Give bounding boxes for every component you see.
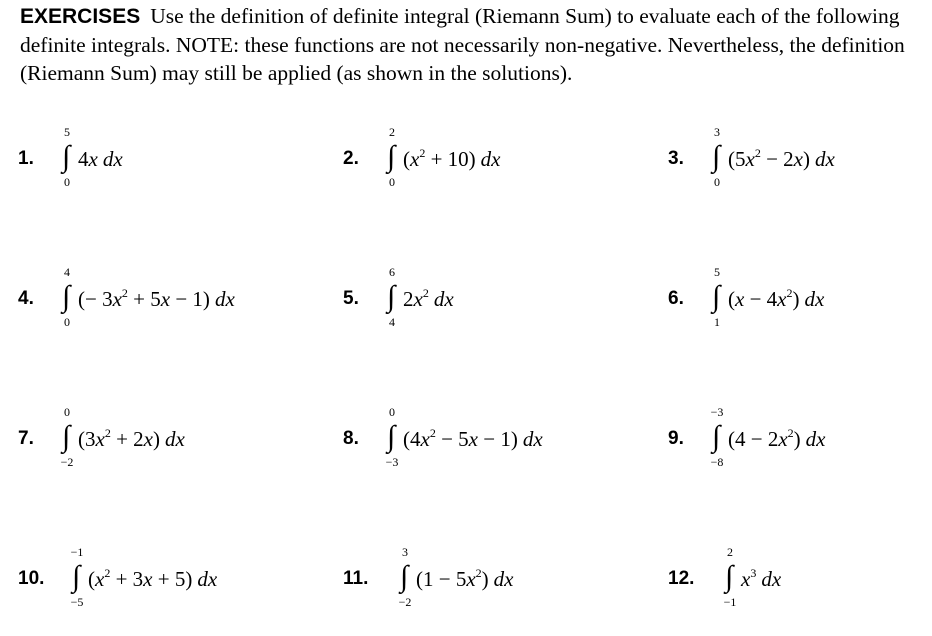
exercise-number: 4. [18, 288, 34, 309]
exercise-number: 1. [18, 148, 34, 169]
integral-sign: ∫ [62, 140, 71, 173]
integrand-expression: $(x^2 + 3x + 5)$ [88, 566, 193, 591]
integrand-expression: $(5x^2 - 2x)$ [728, 146, 810, 171]
integral-sign: ∫ [387, 420, 396, 453]
upper-limit: 2 [727, 545, 733, 559]
differential: dx [102, 147, 123, 171]
exercise-9 [668, 405, 932, 490]
upper-limit: 5 [714, 265, 720, 279]
integral-sign: ∫ [387, 140, 396, 173]
lower-limit: −2 [398, 595, 412, 609]
differential: dx [493, 567, 514, 591]
integrand [403, 146, 501, 172]
integrand [403, 286, 454, 312]
integral-sign: ∫ [72, 560, 81, 593]
integrand-expression: $(x^2 + 10)$ [403, 146, 476, 171]
integrand-expression: 4x [78, 147, 98, 171]
lower-limit: −1 [723, 595, 737, 609]
upper-limit: 6 [389, 265, 395, 279]
integrand [78, 286, 235, 312]
integrand [416, 566, 514, 592]
integral-sign: ∫ [62, 420, 71, 453]
exercise-2 [343, 125, 643, 210]
differential: dx [761, 567, 782, 591]
integrand [78, 426, 185, 452]
integral-sign: ∫ [712, 280, 721, 313]
exercise-number: 7. [18, 428, 34, 449]
differential: dx [805, 427, 826, 451]
exercise-number: 6. [668, 288, 684, 309]
exercise-number: 10. [18, 568, 45, 589]
integrand [728, 286, 824, 312]
exercise-number: 12. [668, 568, 695, 589]
integral-sign: ∫ [712, 140, 721, 173]
integrand-expression: $x^3$ [741, 566, 757, 591]
exercises-heading: EXERCISES [20, 5, 141, 28]
exercise-4 [18, 265, 318, 350]
upper-limit: 3 [714, 125, 720, 139]
differential: dx [804, 287, 825, 311]
exercise-8 [343, 405, 643, 490]
lower-limit: −3 [385, 455, 399, 469]
exercise-number: 5. [343, 288, 359, 309]
integral-sign: ∫ [400, 560, 409, 593]
upper-limit: −1 [70, 545, 84, 559]
differential: dx [165, 427, 185, 451]
integral-sign: ∫ [387, 280, 396, 313]
upper-limit: 2 [389, 125, 395, 139]
integrand-expression: (− $3x^2 + 5x - 1$) [78, 286, 210, 311]
integrand-expression: $(1 - 5x^2)$ [416, 566, 489, 591]
differential: dx [815, 147, 835, 171]
lower-limit: 0 [389, 175, 395, 189]
exercise-number: 8. [343, 428, 359, 449]
exercise-number: 9. [668, 428, 684, 449]
lower-limit: 1 [714, 315, 720, 329]
differential: dx [480, 147, 501, 171]
integrand-expression: $2x^2$ [403, 286, 429, 311]
upper-limit: −3 [710, 405, 724, 419]
instructions-text: Use the definition of definite integral (Riemann Sum) to evaluate each of the following definite integrals. NOTE: these functions are not necessarily non-negative. Nevertheless, the definition (Riemann Sum) may still be applied (as shown in the solutions). [20, 4, 905, 85]
integral-sign: ∫ [62, 280, 71, 313]
differential: dx [433, 287, 454, 311]
exercise-number: 3. [668, 148, 684, 169]
integrand-expression: $(3x^2 + 2x)$ [78, 426, 160, 451]
differential: dx [522, 427, 543, 451]
integrand [741, 566, 781, 592]
integrand [403, 426, 543, 452]
lower-limit: −5 [70, 595, 84, 609]
integrand [728, 146, 835, 172]
exercise-12 [668, 545, 932, 630]
exercise-1 [18, 125, 318, 210]
exercise-11 [343, 545, 643, 630]
upper-limit: 4 [64, 265, 70, 279]
integrand-expression: $(4x^2 - 5x - 1)$ [403, 426, 518, 451]
exercise-number: 11. [343, 568, 369, 589]
lower-limit: 0 [64, 315, 70, 329]
lower-limit: 0 [64, 175, 70, 189]
integral-sign: ∫ [725, 560, 734, 593]
lower-limit: −8 [710, 455, 724, 469]
exercise-7 [18, 405, 318, 490]
integrand [728, 426, 826, 452]
exercise-6 [668, 265, 932, 350]
integral-sign: ∫ [712, 420, 721, 453]
upper-limit: 0 [389, 405, 395, 419]
exercise-10 [18, 545, 318, 630]
integrand [88, 566, 217, 592]
lower-limit: 4 [389, 315, 395, 329]
upper-limit: 3 [402, 545, 408, 559]
upper-limit: 5 [64, 125, 70, 139]
lower-limit: 0 [714, 175, 720, 189]
lower-limit: −2 [60, 455, 74, 469]
differential: dx [214, 287, 235, 311]
exercise-number: 2. [343, 148, 359, 169]
instructions [20, 2, 925, 87]
integrand-expression: $(x - 4x^2)$ [728, 286, 800, 311]
exercise-3 [668, 125, 932, 210]
integrand-expression: $(4 - 2x^2)$ [728, 426, 801, 451]
upper-limit: 0 [64, 405, 70, 419]
integrand [78, 146, 123, 172]
differential: dx [197, 567, 218, 591]
exercise-5 [343, 265, 643, 350]
